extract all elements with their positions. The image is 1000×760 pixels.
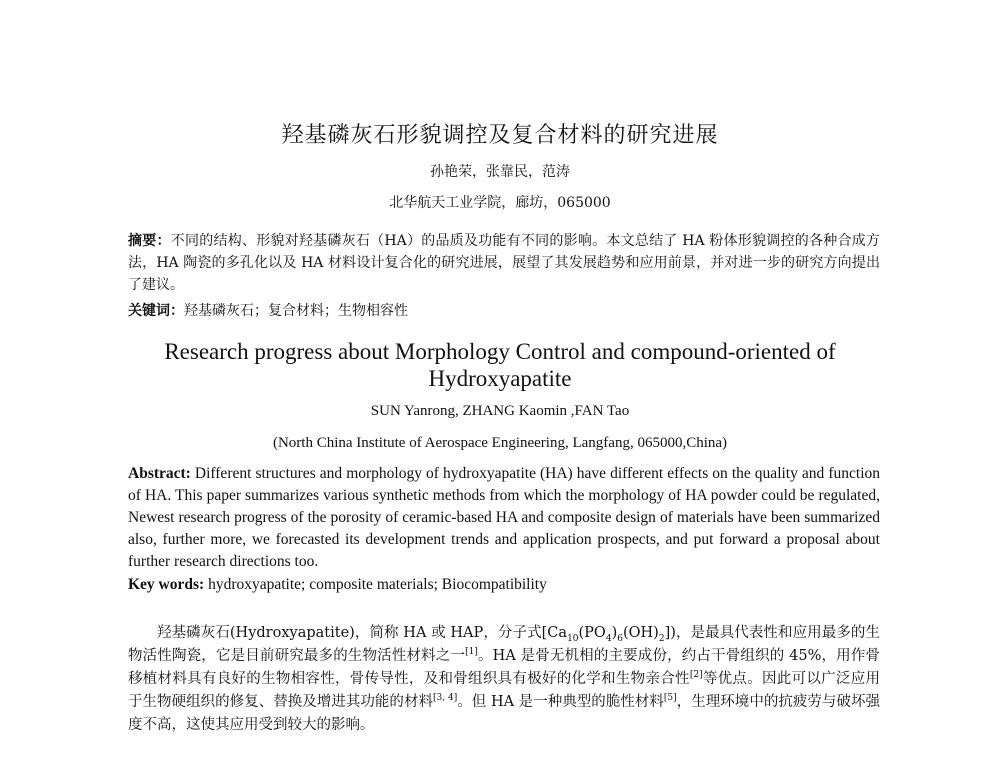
body-text: 。但 HA 是一种典型的脆性材料 xyxy=(457,694,664,710)
body-text: (PO xyxy=(578,625,606,641)
body-text: ，生理环境中的抗疲劳与破坏强度不高，这使其应用受到较大的影响。 xyxy=(128,694,881,733)
english-keywords-text: hydroxyapatite; composite materials; Biocompatibility xyxy=(204,576,547,593)
subscript: 6 xyxy=(617,633,623,644)
body-text: (OH) xyxy=(622,625,659,641)
body-text: 等优点。因此可以广泛应用于生物硬组织的修复、替换及增进其功能的材料 xyxy=(128,671,880,710)
chinese-authors: 孙艳荣，张靠民，范涛 xyxy=(430,164,570,180)
chinese-title: 羟基磷灰石形貌调控及复合材料的研究进展 xyxy=(281,123,719,148)
english-affiliation: (North China Institute of Aerospace Engineering, Langfang, 065000,China) xyxy=(272,435,728,451)
citation-ref: [2] xyxy=(689,670,703,681)
citation-ref: [5] xyxy=(663,693,677,704)
body-paragraph xyxy=(128,622,880,737)
english-authors: SUN Yanrong, ZHANG Kaomin ,FAN Tao xyxy=(370,403,630,419)
chinese-abstract-label: 摘要： xyxy=(128,233,171,249)
english-keywords xyxy=(128,574,880,596)
chinese-keywords xyxy=(128,300,880,322)
body-text: 羟基磷灰石(Hydroxyapatite)，简称 HA 或 HAP，分子式[Ca xyxy=(157,625,568,641)
citation-ref: [3, 4] xyxy=(433,693,458,704)
subscript: 10 xyxy=(567,633,579,644)
subscript: 2 xyxy=(658,633,665,644)
chinese-affiliation: 北华航天工业学院，廊坊，065000 xyxy=(389,195,611,211)
body-text: ])，是最具代表性和应用最多的生物活性陶瓷，它是目前研究最多的生物活性材料之一 xyxy=(128,625,880,664)
body-text: 。HA 是骨无机相的主要成份，约占干骨组织的 45%，用作骨移植材料具有良好的生物相容性，骨传导性，及和骨组织具有极好的化学和生物亲合性 xyxy=(128,648,880,687)
english-abstract xyxy=(128,463,880,573)
chinese-abstract xyxy=(128,230,880,296)
english-keywords-label: Key words: xyxy=(128,576,205,593)
english-abstract-text: Different structures and morphology of hydroxyapatite (HA) have different effects on the quality and function of HA. This paper summarizes various synthetic methods from which the morphology of HA powder could be regulated, Newest research progress of the porosity of ceramic-based HA and composite design of materials have been summarized also, further more, we forecasted its development trends and application prospects, and put forward a proposal about further research directions too. xyxy=(128,465,880,570)
chinese-abstract-text: 不同的结构、形貌对羟基磷灰石（HA）的品质及功能有不同的影响。本文总结了 HA 粉体形貌调控的各种合成方法，HA 陶瓷的多孔化以及 HA 材料设计复合化的研究进展，展望了其发展趋势和应用前景，并对进一步的研究方向提出了建议。 xyxy=(128,233,880,293)
body-text: ) xyxy=(611,625,618,641)
english-abstract-label: Abstract: xyxy=(128,465,191,482)
chinese-keywords-text: 羟基磷灰石；复合材料；生物相容性 xyxy=(184,303,408,319)
citation-ref: [1] xyxy=(465,647,478,658)
subscript: 4 xyxy=(605,633,612,644)
english-title: Research progress about Morphology Control and compound-oriented of Hydroxyapatite xyxy=(164,339,836,391)
chinese-keywords-label: 关键词： xyxy=(128,303,184,319)
